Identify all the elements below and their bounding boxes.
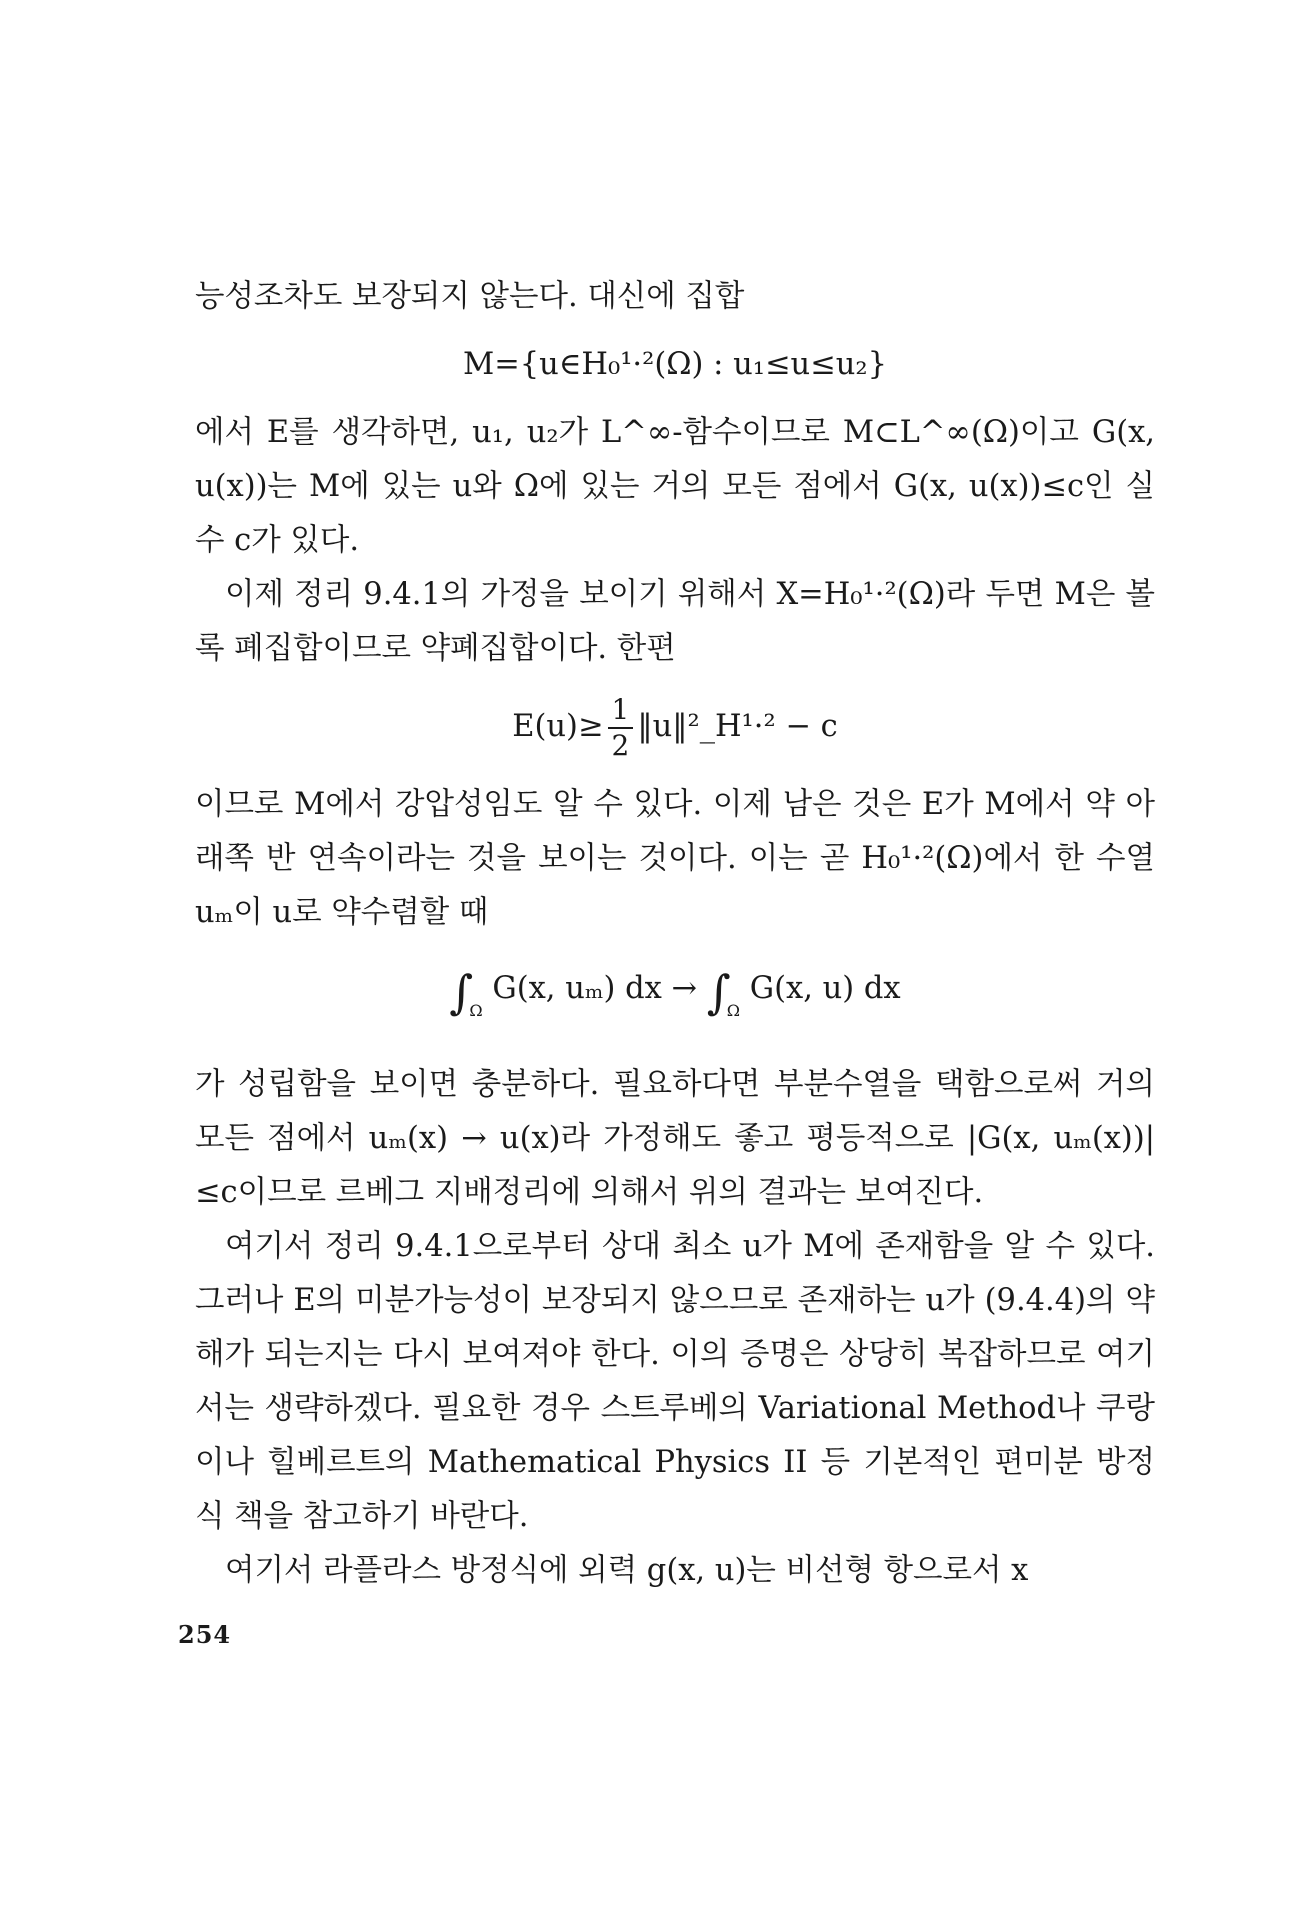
equation-coercivity [195, 693, 1155, 762]
paragraph-laplace: 여기서 라플라스 방정식에 외력 g(x, u)는 비선형 항으로서 x [225, 1553, 1029, 1588]
integral-domain-left: Ω [469, 1001, 483, 1020]
body-text [195, 270, 1155, 1598]
line-1: 능성조차도 보장되지 않는다. 대신에 집합 [195, 279, 745, 314]
paragraph-coercivity: 이므로 M에서 강압성임도 알 수 있다. 이제 남은 것은 E가 M에서 약 아래쪽 반 연속이라는 것을 보이는 것이다. 이는 곧 H₀¹·²(Ω)에서 한 수열 uₘ이 u로 약수렴할 때 [195, 787, 1155, 930]
integral-sign-left: ∫ [449, 965, 474, 1019]
paragraph-existence: 여기서 정리 9.4.1으로부터 상대 최소 u가 M에 존재함을 알 수 있다. 그러나 E의 미분가능성이 보장되지 않으므로 존재하는 u가 (9.4.4)의 약해가 되는지는 다시 보여져야 한다. 이의 증명은 상당히 복잡하므로 여기서는 생략하겠다. 필요한 경우 스트루베의 Variational Method나 쿠랑이나 힐베르트의 Mathematical Physics II 등 기본적인 편미분 방정식 책을 참고하기 바란다. [195, 1229, 1155, 1534]
integral-sign-right: ∫ [706, 965, 731, 1019]
fraction-denominator: 2 [611, 729, 630, 762]
page-number: 254 [178, 1620, 232, 1649]
paragraph-lebesgue: 가 성립함을 보이면 충분하다. 필요하다면 부분수열을 택함으로써 거의 모든 점에서 uₘ(x) → u(x)라 가정해도 좋고 평등적으로 |G(x, uₘ(x))|≤c이므로 르베그 지배정리에 의해서 위의 결과는 보여진다. [195, 1067, 1155, 1210]
fraction-one-half [608, 693, 634, 762]
paragraph-theorem-assumption: 이제 정리 9.4.1의 가정을 보이기 위해서 X=H₀¹·²(Ω)라 두면 M은 볼록 폐집합이므로 약폐집합이다. 한편 [195, 577, 1155, 666]
equation-coercivity-left: E(u)≥ [512, 709, 604, 744]
integral-domain-right: Ω [726, 1001, 741, 1020]
integral-left-expression: G(x, uₘ) dx → [492, 971, 698, 1006]
equation-integral-convergence [195, 962, 1155, 1038]
paragraph-e-definition: 에서 E를 생각하면, u₁, u₂가 L^∞-함수이므로 M⊂L^∞(Ω)이고 G(x, u(x))는 M에 있는 u와 Ω에 있는 거의 모든 점에서 G(x, u(x))≤c인 실수 c가 있다. [195, 415, 1155, 558]
equation-set-m: M={u∈H₀¹·²(Ω) : u₁≤u≤u₂} [462, 347, 888, 382]
integral-right-expression: G(x, u) dx [749, 971, 901, 1006]
fraction-numerator: 1 [608, 696, 634, 729]
equation-coercivity-right: ‖u‖²_H¹·² − c [637, 709, 838, 744]
